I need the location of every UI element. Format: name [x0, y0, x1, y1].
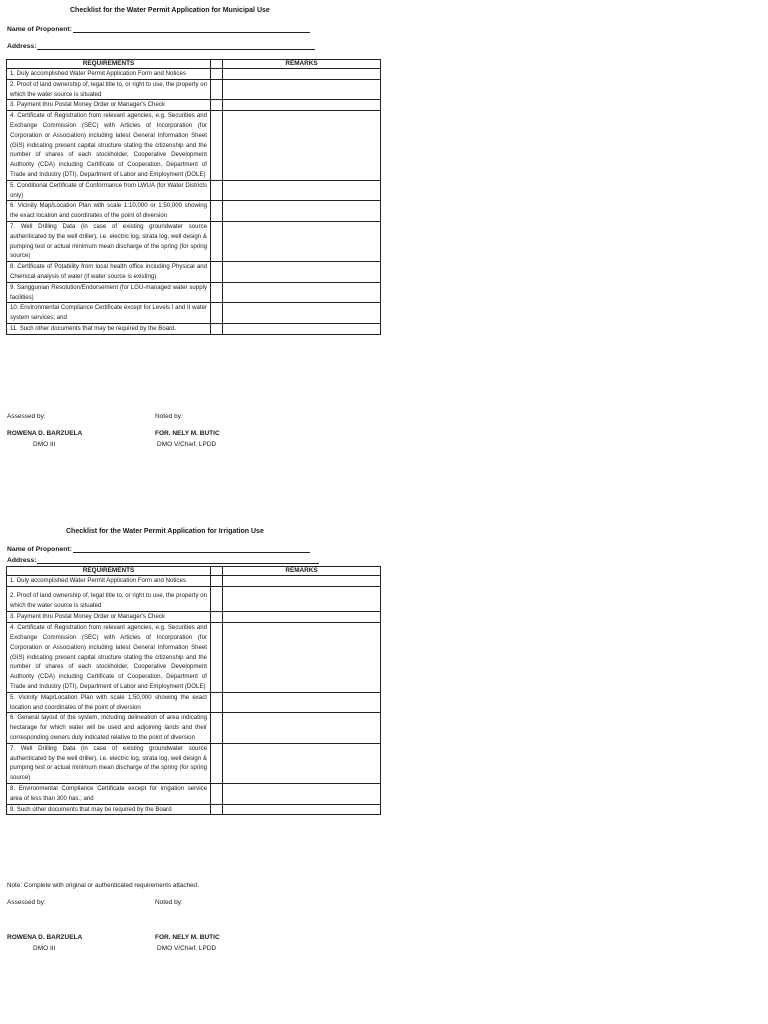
name-label: Name of Proponent: — [7, 26, 72, 33]
check-cell[interactable] — [211, 743, 223, 783]
irrigation-noter-name: FOR. NELY M. BUTIC — [155, 934, 220, 941]
check-cell[interactable] — [211, 221, 223, 261]
irrigation-assessor-title: DMO III — [33, 945, 56, 952]
municipal-assessor-name: ROWENA D. BARZUELA — [7, 430, 83, 437]
table-row — [7, 262, 381, 283]
requirement-text: 10. Environmental Compliance Certificate except for Levels I and II water system services; and — [7, 303, 211, 324]
requirement-text: 2. Proof of land ownership of, legal title to, or right to use, the property on which the water source is situated — [7, 586, 211, 612]
check-cell[interactable] — [211, 323, 223, 334]
table-row — [7, 713, 381, 743]
table-row — [7, 100, 381, 111]
municipal-assessor-title: DMO III — [33, 441, 56, 448]
check-cell[interactable] — [211, 692, 223, 713]
requirement-text: 5. Vicinity Map/Location Plan with scale 1:50,000 showing the exact location and coordinates of the point of diversion — [7, 692, 211, 713]
municipal-address-field[interactable] — [7, 42, 315, 50]
municipal-noter-title: DMO V/Chief, LPDD — [157, 441, 217, 448]
requirement-text: 5. Conditional Certificate of Conformance from LWUA (for Water Districts only) — [7, 180, 211, 201]
requirement-text: 11. Such other documents that may be required by the Board. — [7, 323, 211, 334]
remarks-cell[interactable] — [223, 201, 381, 222]
remarks-cell[interactable] — [223, 743, 381, 783]
remarks-cell[interactable] — [223, 586, 381, 612]
requirements-header: REQUIREMENTS — [7, 567, 211, 576]
check-cell[interactable] — [211, 79, 223, 100]
irrigation-noter-title: DMO V/Chief, LPDD — [157, 945, 217, 952]
requirement-text: 2. Proof of land ownership of, legal title to, or right to use, the property on which the water source is situated — [7, 79, 211, 100]
table-row — [7, 282, 381, 303]
table-row — [7, 783, 381, 804]
name-input-line[interactable] — [73, 545, 310, 553]
check-cell[interactable] — [211, 111, 223, 181]
irrigation-noted-label: Noted by: — [155, 899, 183, 906]
table-header-row — [7, 60, 381, 69]
remarks-cell[interactable] — [223, 282, 381, 303]
check-cell[interactable] — [211, 303, 223, 324]
check-cell[interactable] — [211, 586, 223, 612]
remarks-cell[interactable] — [223, 576, 381, 587]
remarks-cell[interactable] — [223, 323, 381, 334]
check-cell[interactable] — [211, 262, 223, 283]
municipal-noter-name: FOR. NELY M. BUTIC — [155, 430, 220, 437]
requirement-text: 3. Payment thru Postal Money Order or Manager's Check — [7, 100, 211, 111]
municipal-name-field[interactable] — [7, 25, 310, 33]
remarks-cell[interactable] — [223, 111, 381, 181]
municipal-title: Checklist for the Water Permit Application for Municipal Use — [70, 7, 270, 14]
remarks-cell[interactable] — [223, 623, 381, 693]
table-row — [7, 303, 381, 324]
requirement-text: 9. Sanggunian Resolution/Endorsement (for LGU-managed water supply facilities) — [7, 282, 211, 303]
requirement-text: 7. Well Drilling Data (in case of existing groundwater source authenticated by the well driller), i.e. electric log, strata log, well design & pumping test or actual minimum mean discharge of the spring (for spring source) — [7, 743, 211, 783]
irrigation-assessor-name: ROWENA D. BARZUELA — [7, 934, 83, 941]
irrigation-title: Checklist for the Water Permit Application for Irrigation Use — [66, 528, 264, 535]
irrigation-name-field[interactable] — [7, 545, 310, 553]
table-row — [7, 69, 381, 80]
remarks-cell[interactable] — [223, 180, 381, 201]
requirement-text: 8. Certificate of Potability from local health office including Physical and Chemical analysis of water (if water source is existing) — [7, 262, 211, 283]
remarks-cell[interactable] — [223, 783, 381, 804]
remarks-cell[interactable] — [223, 713, 381, 743]
table-row — [7, 804, 381, 815]
irrigation-note: Note: Complete with original or authenticated requirements attached. — [7, 882, 199, 889]
municipal-noted-label: Noted by: — [155, 413, 183, 420]
requirement-text: 9. Such other documents that may be required by the Board — [7, 804, 211, 815]
remarks-cell[interactable] — [223, 262, 381, 283]
table-row — [7, 586, 381, 612]
requirement-text: 1. Duly accomplished Water Permit Application Form and Notices — [7, 69, 211, 80]
table-header-row — [7, 567, 381, 576]
table-row — [7, 221, 381, 261]
table-row — [7, 692, 381, 713]
requirement-text: 4. Certificate of Registration from relevant agencies, e.g. Securities and Exchange Commission (SEC) with Articles of Incorporation (for Corporation or Association) including latest General Information Sheet (GIS) indicating present capital structure stating the citizenship and the number of shares of each stockholder, Cooperative Development Authority (CDA) including Certificate of Cooperation, Department of Trade and Industry (DTI), Department of Labor and Employment (DOLE) — [7, 111, 211, 181]
table-row — [7, 201, 381, 222]
remarks-cell[interactable] — [223, 79, 381, 100]
requirement-text: 6. General layout of the system, including delineation of area indicating hectarage for which water will be used and adjoining lands and their corresponding owners duly indicated relative to the point of diversion — [7, 713, 211, 743]
check-header — [211, 60, 223, 69]
table-row — [7, 180, 381, 201]
check-cell[interactable] — [211, 713, 223, 743]
check-cell[interactable] — [211, 783, 223, 804]
municipal-requirements-table — [6, 59, 381, 335]
table-row — [7, 743, 381, 783]
table-row — [7, 111, 381, 181]
remarks-header: REMARKS — [223, 60, 381, 69]
remarks-cell[interactable] — [223, 804, 381, 815]
remarks-cell[interactable] — [223, 100, 381, 111]
table-row — [7, 612, 381, 623]
requirement-text: 4. Certificate of Registration from relevant agencies, e.g. Securities and Exchange Commission (SEC) with Articles of Incorporation (for Corporation or Association) including latest General Information Sheet (GIS) indicating present capital structure stating the citizenship and the number of shares of each stockholder, Cooperative Development Authority (CDA) including Certificate of Cooperation, Department of Trade and Industry (DTI), Department of Labor and Employment (DOLE) — [7, 623, 211, 693]
table-row — [7, 79, 381, 100]
name-label: Name of Proponent: — [7, 546, 72, 553]
check-cell[interactable] — [211, 201, 223, 222]
irrigation-requirements-table — [6, 566, 381, 815]
check-cell[interactable] — [211, 69, 223, 80]
table-row — [7, 576, 381, 587]
remarks-cell[interactable] — [223, 303, 381, 324]
check-header — [211, 567, 223, 576]
name-input-line[interactable] — [73, 25, 310, 33]
address-label: Address: — [7, 557, 37, 564]
requirement-text: 8. Environmental Compliance Certificate except for irrigation service area of less than 300 has.; and — [7, 783, 211, 804]
address-input-line[interactable] — [37, 42, 315, 50]
check-cell[interactable] — [211, 100, 223, 111]
requirement-text: 7. Well Drilling Data (in case of existing groundwater source authenticated by the well driller), i.e. electric log, strata log, well design & pumping test or actual minimum mean discharge of the spring (for spring source) — [7, 221, 211, 261]
requirement-text: 1. Duly accomplished Water Permit Application Form and Notices — [7, 576, 211, 587]
address-input-line[interactable] — [37, 556, 319, 564]
check-cell[interactable] — [211, 282, 223, 303]
requirement-text: 6. Vicinity Map/Location Plan with scale 1:10,000 or 1:50,000 showing the exact location and coordinates of the point of diversion — [7, 201, 211, 222]
irrigation-address-field[interactable] — [7, 556, 319, 564]
table-row — [7, 623, 381, 693]
table-row — [7, 323, 381, 334]
check-cell[interactable] — [211, 180, 223, 201]
irrigation-assessed-label: Assessed by: — [7, 899, 46, 906]
remarks-cell[interactable] — [223, 612, 381, 623]
check-cell[interactable] — [211, 804, 223, 815]
check-cell[interactable] — [211, 612, 223, 623]
remarks-cell[interactable] — [223, 692, 381, 713]
requirement-text: 3. Payment thru Postal Money Order or Manager's Check — [7, 612, 211, 623]
requirements-header: REQUIREMENTS — [7, 60, 211, 69]
remarks-header: REMARKS — [223, 567, 381, 576]
check-cell[interactable] — [211, 623, 223, 693]
remarks-cell[interactable] — [223, 69, 381, 80]
municipal-assessed-label: Assessed by: — [7, 413, 46, 420]
address-label: Address: — [7, 43, 37, 50]
check-cell[interactable] — [211, 576, 223, 587]
remarks-cell[interactable] — [223, 221, 381, 261]
